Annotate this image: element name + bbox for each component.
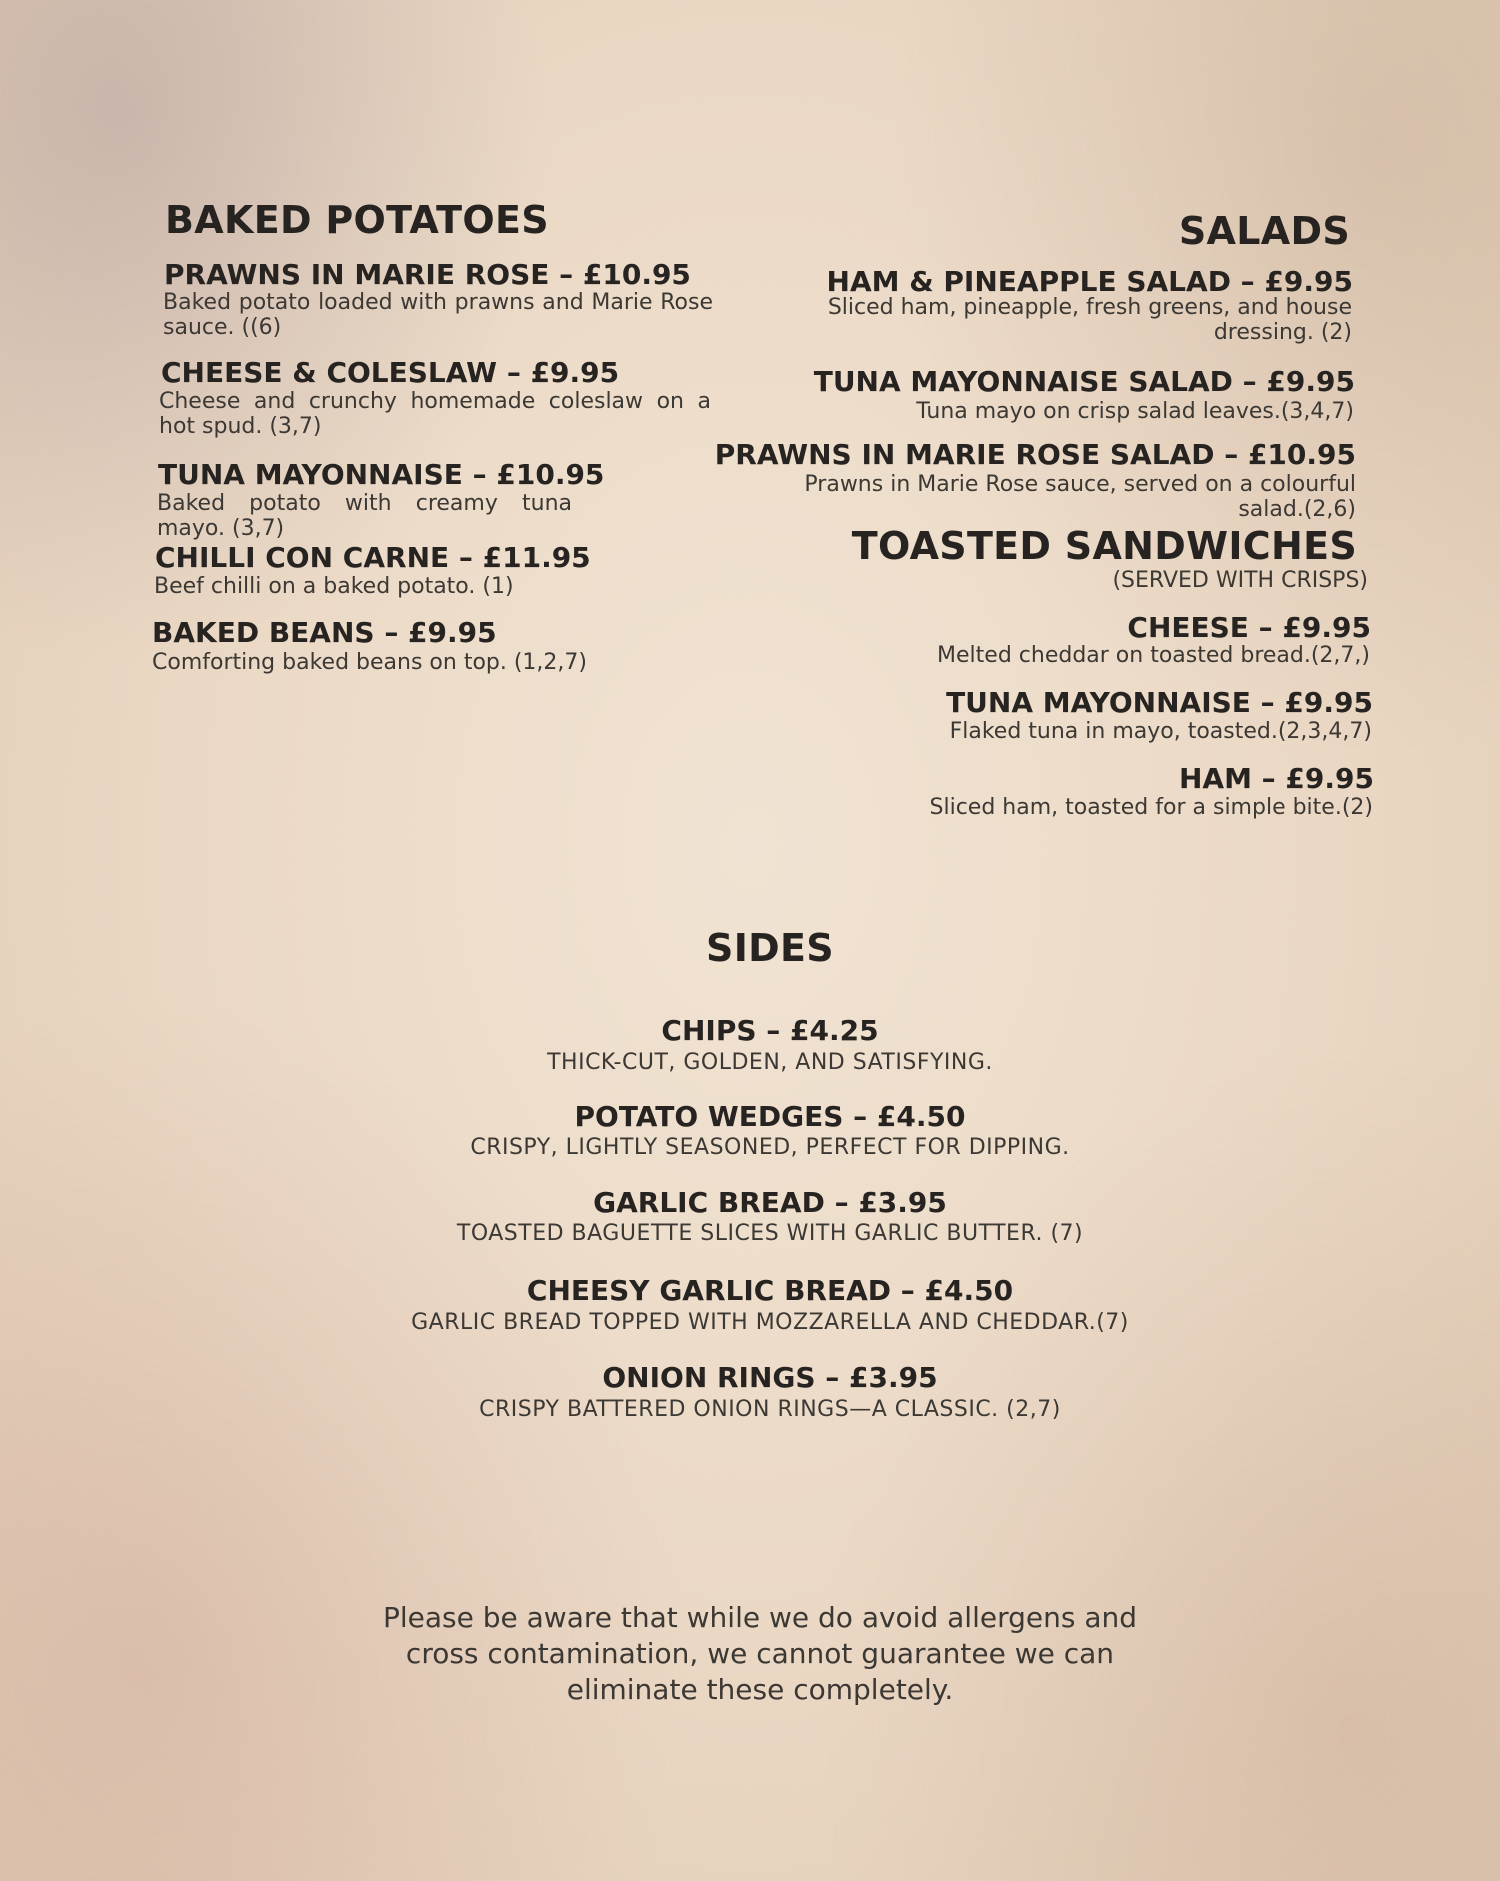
menu-item-title: HAM – £9.95 [1178, 762, 1374, 795]
side-item-description: GARLIC BREAD TOPPED WITH MOZZARELLA AND CHEDDAR.(7) [411, 1310, 1129, 1335]
baked-potatoes-heading: BAKED POTATOES [165, 198, 549, 242]
menu-item-description: Baked potato loaded with prawns and Marie Rose sauce. ((6) [163, 290, 713, 340]
menu-item-title: CHEESE & COLESLAW – £9.95 [161, 356, 620, 389]
side-item-title: ONION RINGS – £3.95 [602, 1361, 938, 1394]
menu-item-description: Tuna mayo on crisp salad leaves.(3,4,7) [916, 399, 1354, 424]
toasted-sandwiches-heading: TOASTED SANDWICHES [851, 524, 1357, 568]
allergen-notice: Please be aware that while we do avoid allergens and cross contamination, we cannot guarantee we can eliminate these completely. [382, 1601, 1138, 1706]
menu-item-description: Flaked tuna in mayo, toasted.(2,3,4,7) [949, 719, 1372, 744]
side-item-description: THICK-CUT, GOLDEN, AND SATISFYING. [547, 1050, 993, 1075]
menu-item-title: PRAWNS IN MARIE ROSE SALAD – £10.95 [714, 438, 1356, 471]
menu-item-description: Sliced ham, toasted for a simple bite.(2) [929, 795, 1373, 820]
menu-item-title: CHEESE – £9.95 [1127, 611, 1371, 644]
side-item-description: CRISPY, LIGHTLY SEASONED, PERFECT FOR DIPPING. [470, 1135, 1070, 1160]
menu-item-description: Cheese and crunchy homemade coleslaw on a hot spud. (3,7) [159, 389, 711, 439]
menu-item-title: TUNA MAYONNAISE – £9.95 [946, 686, 1373, 719]
menu-item-title: TUNA MAYONNAISE SALAD – £9.95 [813, 365, 1355, 398]
side-item-description: TOASTED BAGUETTE SLICES WITH GARLIC BUTTER. (7) [456, 1221, 1084, 1246]
menu-item-title: HAM & PINEAPPLE SALAD – £9.95 [826, 265, 1353, 298]
side-item-title: CHEESY GARLIC BREAD – £4.50 [526, 1274, 1014, 1307]
menu-item-description: Sliced ham, pineapple, fresh greens, and house dressing. (2) [827, 295, 1352, 345]
menu-item-title: TUNA MAYONNAISE – £10.95 [158, 458, 605, 491]
menu-item-title: CHILLI CON CARNE – £11.95 [155, 541, 591, 574]
side-item-title: GARLIC BREAD – £3.95 [593, 1186, 947, 1219]
menu-item-description: Beef chilli on a baked potato. (1) [154, 574, 514, 599]
menu-item-description: Prawns in Marie Rose sauce, served on a colourful salad.(2,6) [804, 472, 1356, 522]
side-item-description: CRISPY BATTERED ONION RINGS—A CLASSIC. (2,7) [479, 1397, 1061, 1422]
menu-item-description: Melted cheddar on toasted bread.(2,7,) [937, 643, 1370, 668]
menu-item-description: Comforting baked beans on top. (1,2,7) [152, 650, 587, 675]
menu-item-title: BAKED BEANS – £9.95 [152, 616, 497, 649]
toasted-sandwiches-subheading: (SERVED WITH CRISPS) [1112, 568, 1368, 593]
sides-heading: SIDES [706, 926, 834, 970]
side-item-title: CHIPS – £4.25 [661, 1014, 879, 1047]
side-item-title: POTATO WEDGES – £4.50 [574, 1100, 966, 1133]
menu-item-description: Baked potato with creamy tuna mayo. (3,7) [157, 491, 572, 541]
menu-item-title: PRAWNS IN MARIE ROSE – £10.95 [164, 258, 691, 291]
salads-heading: SALADS [1178, 209, 1350, 253]
